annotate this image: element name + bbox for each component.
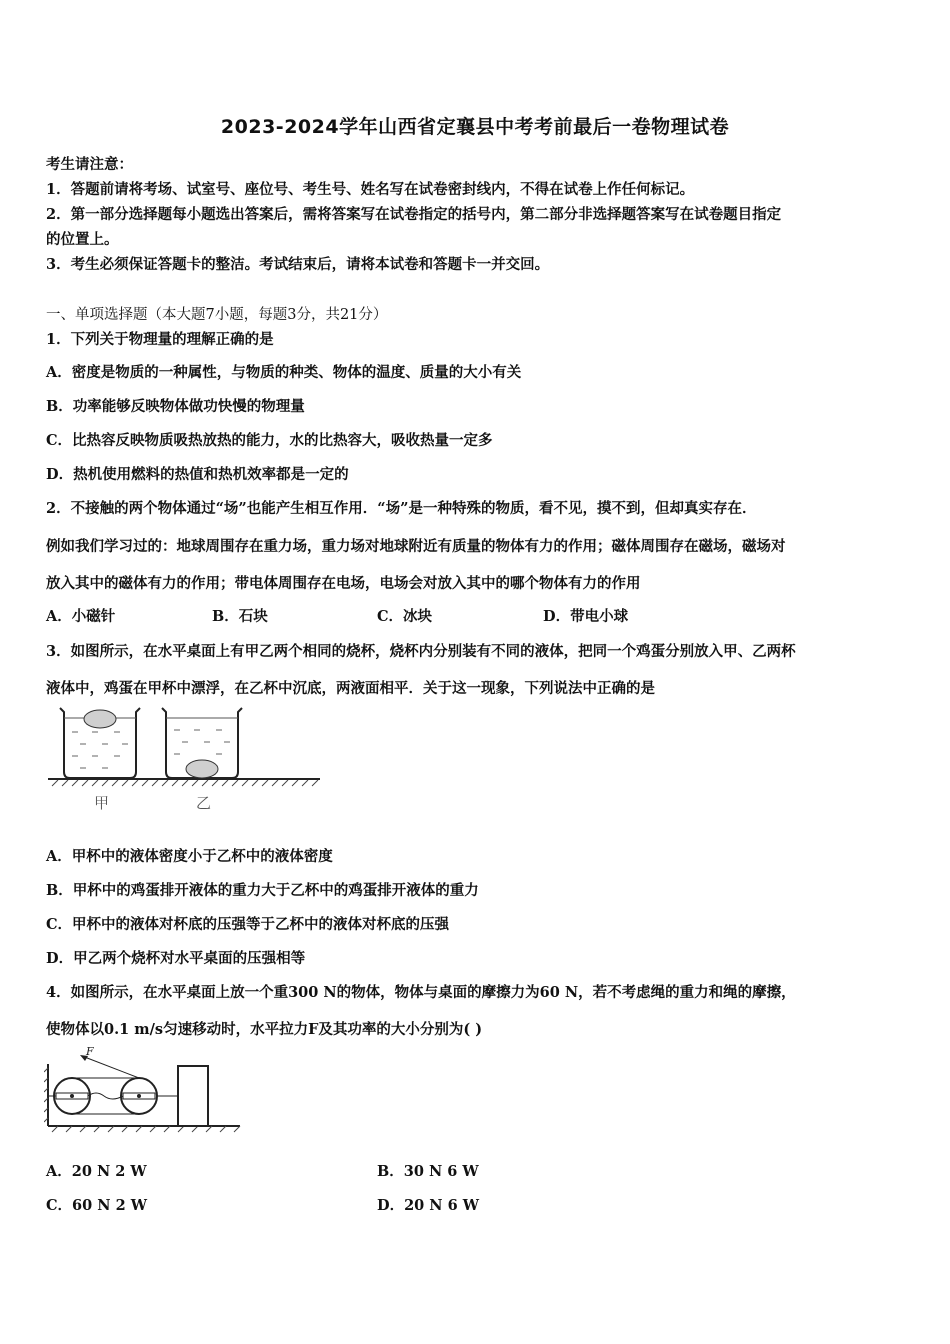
section-heading: 一、单项选择题（本大题7小题，每题3分，共21分）: [46, 307, 388, 323]
force-label-f: F: [86, 1045, 94, 1058]
beaker-label-jia: 甲: [94, 794, 110, 812]
notice-item: 2．第一部分选择题每小题选出答案后，需将答案写在试卷指定的括号内，第二部分非选择题答案写在试卷题目指定: [46, 206, 782, 223]
q3-option-a: A．甲杯中的液体密度小于乙杯中的液体密度: [46, 848, 333, 865]
beakers-figure: [44, 704, 324, 816]
notice-item: 的位置上。: [46, 231, 119, 248]
notice-item: 3．考生必须保证答题卡的整洁。考试结束后，请将本试卷和答题卡一并交回。: [46, 256, 550, 273]
q2-option-d: D．带电小球: [543, 608, 629, 625]
q4-option-c: C．60 N 2 W: [46, 1197, 147, 1214]
question-2-stem-line: 放入其中的磁体有力的作用；带电体周围存在电场，电场会对放入其中的哪个物体有力的作用: [46, 575, 641, 592]
q1-option-b: B．功率能够反映物体做功快慢的物理量: [46, 398, 305, 415]
q4-option-d: D．20 N 6 W: [377, 1197, 480, 1214]
question-2-stem-line: 2．不接触的两个物体通过“场”也能产生相互作用．“场”是一种特殊的物质，看不见，摸不到，但却真实存在．: [46, 500, 757, 517]
beaker-label-yi: 乙: [196, 794, 212, 812]
q2-option-c: C．冰块: [377, 608, 433, 625]
q4-option-b: B．30 N 6 W: [377, 1163, 479, 1180]
q4-option-a: A．20 N 2 W: [46, 1163, 147, 1180]
question-3-stem-line: 3．如图所示，在水平桌面上有甲乙两个相同的烧杯，烧杯内分别装有不同的液体，把同一个鸡蛋分别放入甲、乙两杯: [46, 643, 796, 660]
q3-option-d: D．甲乙两个烧杯对水平桌面的压强相等: [46, 950, 306, 967]
q1-option-c: C．比热容反映物质吸热放热的能力，水的比热容大，吸收热量一定多: [46, 432, 493, 449]
notice-heading: 考生请注意：: [46, 156, 133, 173]
notice-item: 1．答题前请将考场、试室号、座位号、考生号、姓名写在试卷密封线内，不得在试卷上作任何标记。: [46, 181, 695, 198]
q2-option-b: B．石块: [212, 608, 268, 625]
question-4-stem-line: 使物体以0.1 m/s匀速移动时，水平拉力F及其功率的大小分别为( ): [46, 1021, 483, 1038]
question-3-stem-line: 液体中，鸡蛋在甲杯中漂浮，在乙杯中沉底，两液面相平．关于这一现象，下列说法中正确的是: [46, 680, 655, 697]
q2-option-a: A．小磁针: [46, 608, 116, 625]
question-2-stem-line: 例如我们学习过的：地球周围存在重力场，重力场对地球附近有质量的物体有力的作用；磁体周围存在磁场，磁场对: [46, 538, 786, 555]
page-title: 2023-2024学年山西省定襄县中考考前最后一卷物理试卷: [220, 116, 730, 138]
q1-option-a: A．密度是物质的一种属性，与物质的种类、物体的温度、质量的大小有关: [46, 364, 522, 381]
pulley-figure: [44, 1044, 244, 1136]
q3-option-c: C．甲杯中的液体对杯底的压强等于乙杯中的液体对杯底的压强: [46, 916, 450, 933]
question-4-stem-line: 4．如图所示，在水平桌面上放一个重300 N的物体，物体与桌面的摩擦力为60 N，若不考虑绳的重力和绳的摩擦，: [46, 984, 796, 1001]
q1-option-d: D．热机使用燃料的热值和热机效率都是一定的: [46, 466, 349, 483]
question-1-stem: 1．下列关于物理量的理解正确的是: [46, 331, 274, 348]
q3-option-b: B．甲杯中的鸡蛋排开液体的重力大于乙杯中的鸡蛋排开液体的重力: [46, 882, 479, 899]
